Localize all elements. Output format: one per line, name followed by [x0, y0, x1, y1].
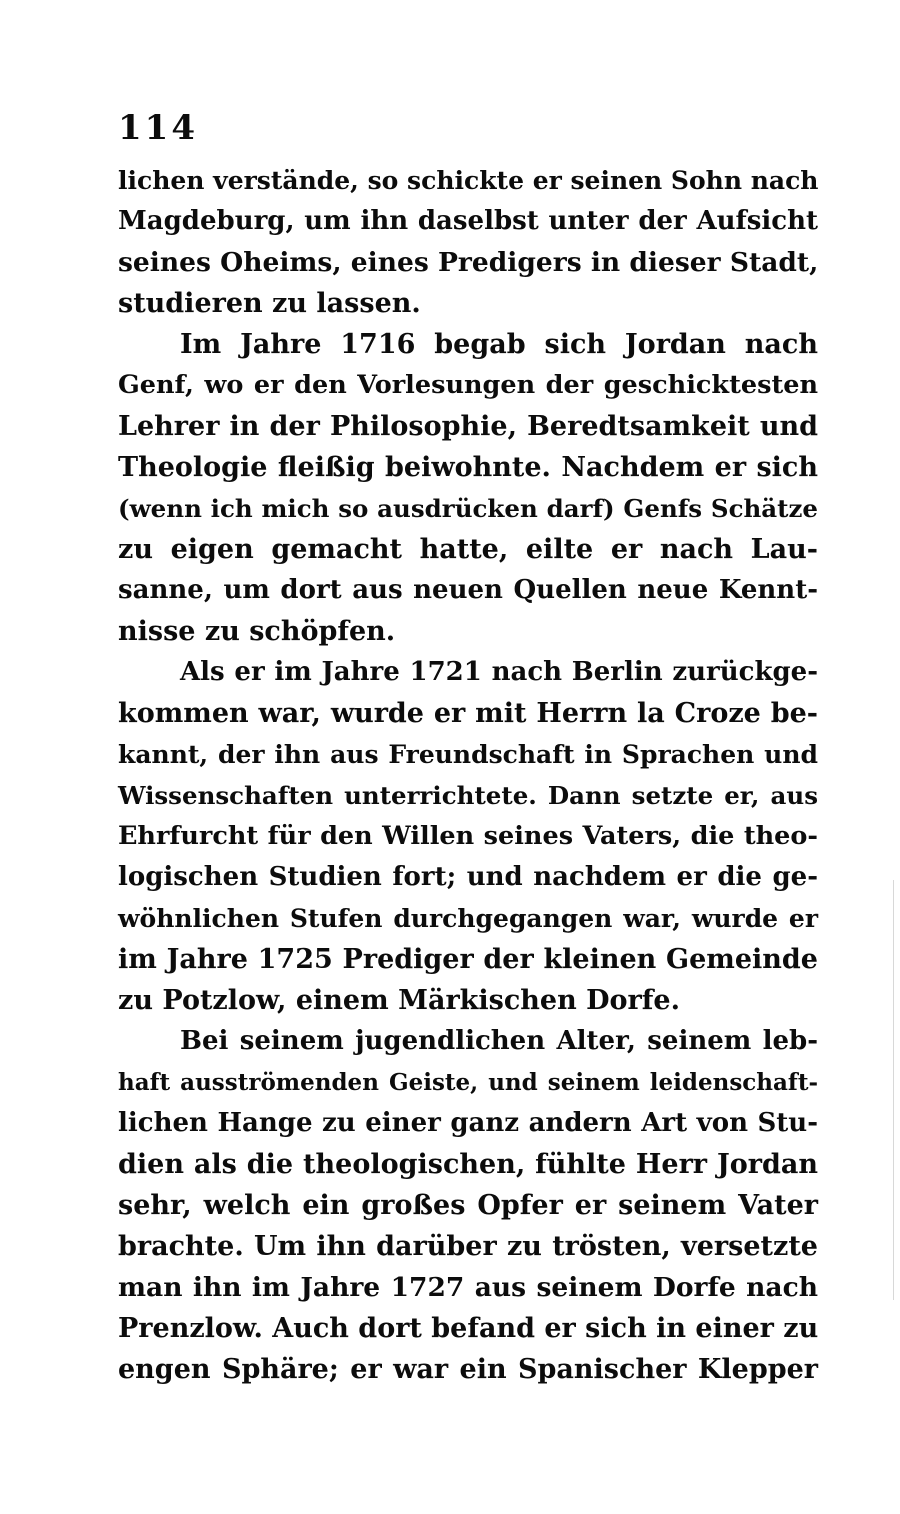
text-line: Magdeburg, um ihn daselbst unter der Aufsicht	[118, 206, 818, 236]
text-line: Wissenschaften unterrichtete. Dann setzte er, aus	[118, 781, 818, 810]
paragraph-start-line: Als er im Jahre 1721 nach Berlin zurückge-	[180, 657, 818, 687]
text-line: logischen Studien fort; und nachdem er die ge-	[118, 862, 818, 892]
text-line: Prenzlow. Auch dort befand er sich in einer zu	[118, 1313, 819, 1344]
text-line: man ihn im Jahre 1727 aus seinem Dorfe nach	[118, 1272, 818, 1303]
text-line: zu eigen gemacht hatte, eilte er nach Lau-	[118, 534, 818, 565]
text-line: studieren zu lassen.	[118, 288, 421, 319]
text-line: sanne, um dort aus neuen Quellen neue Kennt-	[118, 575, 818, 605]
text-line: Theologie fleißig beiwohnte. Nachdem er sich	[118, 452, 818, 483]
text-line: lichen verstände, so schickte er seinen Sohn nach	[118, 166, 819, 195]
text-line: Lehrer in der Philosophie, Beredtsamkeit und	[118, 411, 818, 442]
text-line: kommen war, wurde er mit Herrn la Croze be-	[118, 698, 818, 729]
text-line: haft ausströmenden Geiste, und seinem leidenschaft-	[118, 1069, 818, 1096]
text-line: engen Sphäre; er war ein Spanischer Klepper	[118, 1354, 818, 1385]
text-line: brachte. Um ihn darüber zu trösten, versetzte	[118, 1231, 818, 1262]
text-line: Ehrfurcht für den Willen seines Vaters, die theo-	[118, 821, 818, 851]
paragraph-start-line: Bei seinem jugendlichen Alter, seinem leb-	[180, 1026, 818, 1056]
text-line: kannt, der ihn aus Freundschaft in Sprachen und	[118, 740, 818, 769]
text-line: lichen Hange zu einer ganz andern Art von Stu-	[118, 1108, 818, 1138]
text-line: sehr, welch ein großes Opfer er seinem Vater	[118, 1190, 818, 1221]
text-line: wöhnlichen Stufen durchgegangen war, wurde er	[118, 904, 818, 933]
text-line: dien als die theologischen, fühlte Herr Jordan	[118, 1149, 818, 1180]
text-line: nisse zu schöpfen.	[118, 616, 396, 647]
body-text	[118, 160, 818, 1390]
page-edge-line	[893, 880, 894, 1300]
text-line: Genf, wo er den Vorlesungen der geschicktesten	[118, 370, 818, 400]
page-number: 114	[118, 108, 198, 148]
text-line: seines Oheims, eines Predigers in dieser Stadt,	[118, 247, 819, 278]
text-line: zu Potzlow, einem Märkischen Dorfe.	[118, 985, 680, 1016]
text-line: im Jahre 1725 Prediger der kleinen Gemeinde	[118, 944, 818, 975]
text-line: (wenn ich mich so ausdrücken darf) Genfs Schätze	[118, 494, 818, 523]
paragraph-start-line: Im Jahre 1716 begab sich Jordan nach	[180, 329, 818, 360]
